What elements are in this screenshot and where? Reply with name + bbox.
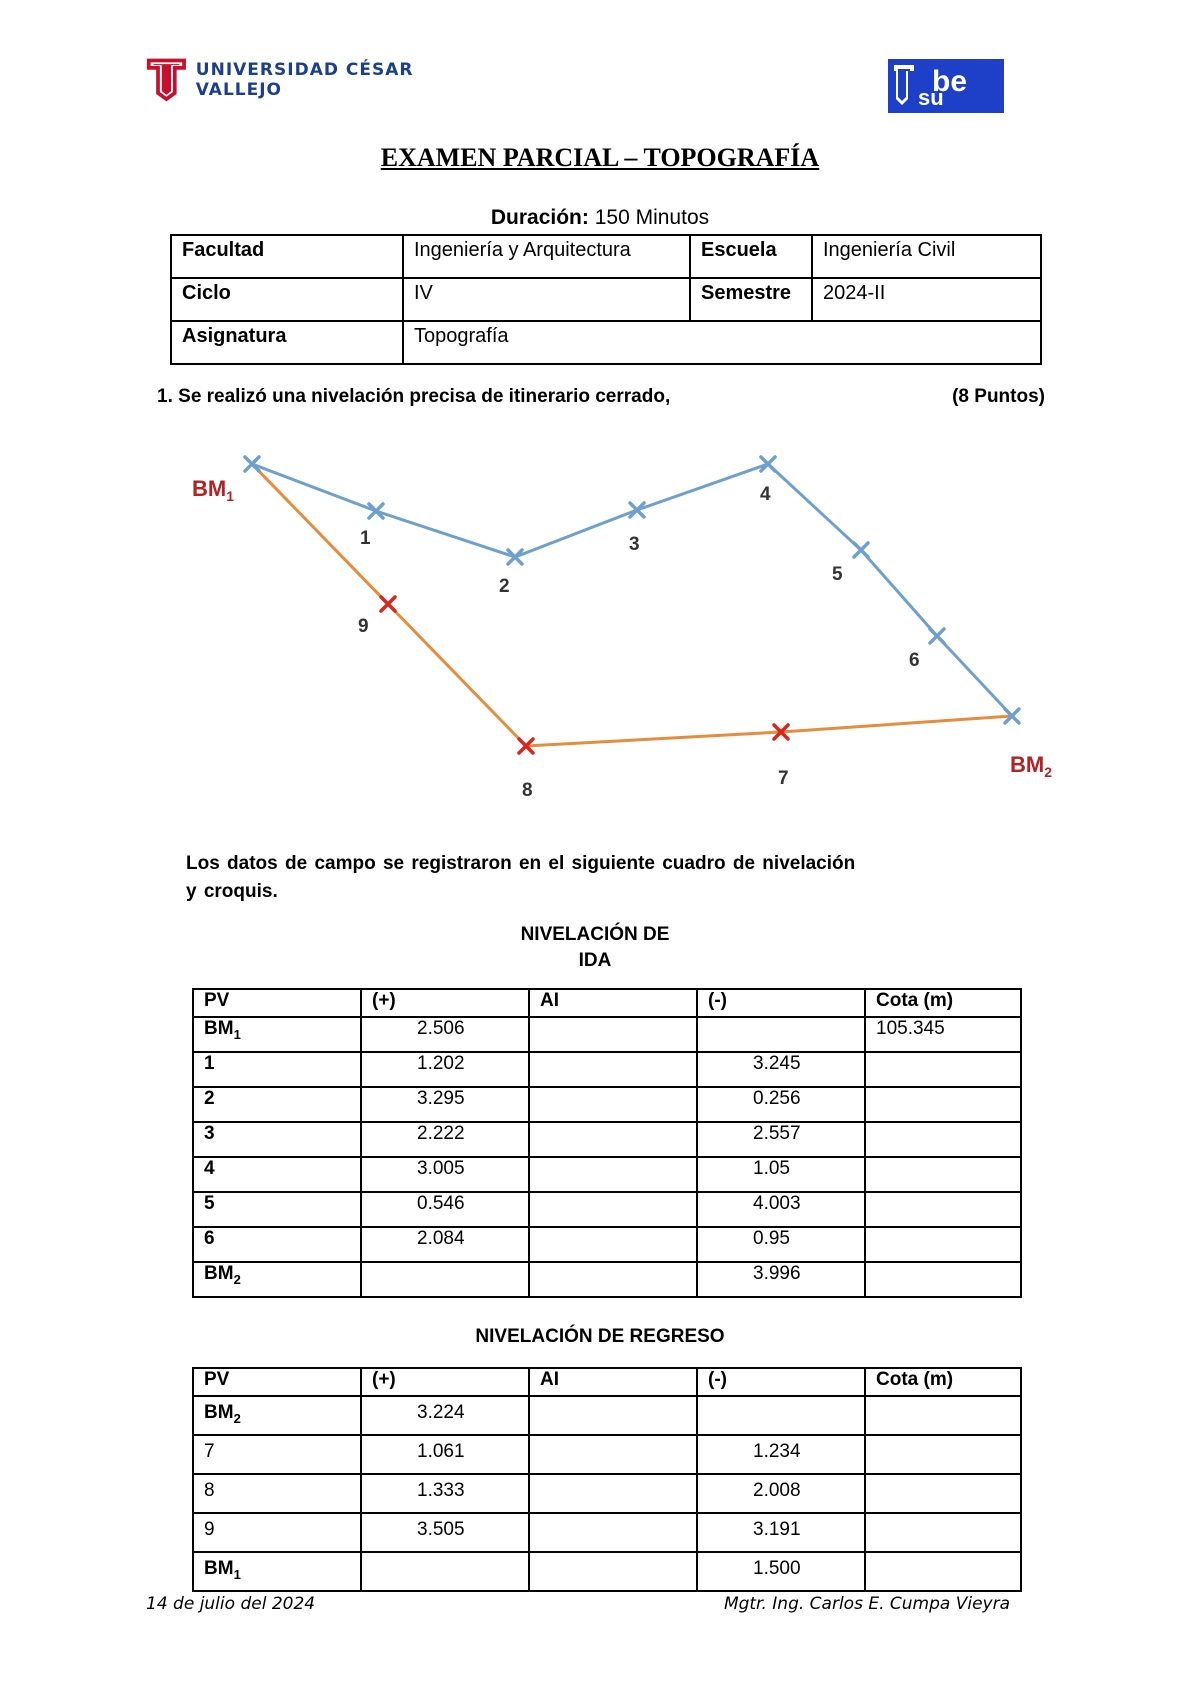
table-row	[193, 1227, 1021, 1262]
sube-big-text: be	[932, 65, 968, 98]
point-9-label: 9	[358, 616, 369, 637]
field-text-line-2: y croquis.	[186, 881, 278, 902]
ciclo-value: IV	[403, 278, 690, 321]
plus-cell: 3.005	[361, 1157, 529, 1192]
point-1-label: 1	[360, 528, 371, 549]
point-5-label: 5	[832, 564, 843, 585]
duration	[0, 206, 1200, 230]
bm2-label: $BM_2$	[1010, 752, 1053, 780]
plus-cell: 1.202	[361, 1052, 529, 1087]
facultad-value: Ingeniería y Arquitectura	[403, 235, 690, 278]
footer-author: Mgtr. Ing. Carlos E. Cumpa Vieyra	[723, 1594, 1010, 1614]
point-2-label: 2	[499, 576, 510, 597]
question-points: (8 Puntos)	[952, 386, 1045, 407]
pv-cell: 4	[193, 1157, 361, 1192]
pv-cell: 8	[193, 1474, 361, 1513]
ai-cell	[529, 1552, 697, 1591]
col-minus: (-)	[697, 989, 865, 1017]
escuela-label: Escuela	[690, 235, 812, 278]
table-row	[193, 1513, 1021, 1552]
sube-small-text: su	[918, 85, 944, 110]
col-plus: (+)	[361, 989, 529, 1017]
table-row	[193, 1122, 1021, 1157]
col-cota: Cota (m)	[865, 1368, 1021, 1396]
duration-value: 150 Minutos	[594, 206, 710, 229]
plus-cell: 1.061	[361, 1435, 529, 1474]
pv-cell: 3	[193, 1122, 361, 1157]
ida-leveling-table	[192, 988, 1022, 1298]
col-pv: PV	[193, 1368, 361, 1396]
plus-cell: 2.084	[361, 1227, 529, 1262]
pv-cell: $BM_2$	[193, 1262, 361, 1297]
point-5-marker	[854, 543, 868, 557]
table-row	[193, 1052, 1021, 1087]
ai-cell	[529, 1513, 697, 1552]
minus-cell: 1.05	[697, 1157, 865, 1192]
ucv-shield-icon	[145, 55, 188, 105]
ai-cell	[529, 1435, 697, 1474]
field-data-paragraph	[186, 850, 996, 906]
ai-cell	[529, 1157, 697, 1192]
bm1-label: $BM_1$	[192, 476, 235, 504]
point-6-label: 6	[909, 650, 920, 671]
cota-cell	[865, 1227, 1021, 1262]
pv-cell: 2	[193, 1087, 361, 1122]
ai-cell	[529, 1474, 697, 1513]
point-2-marker	[508, 550, 522, 564]
leveling-circuit-diagram	[180, 440, 1080, 820]
minus-cell: 4.003	[697, 1192, 865, 1227]
table-row	[193, 1087, 1021, 1122]
point-9-marker	[381, 597, 395, 611]
ai-cell	[529, 1396, 697, 1435]
cota-cell	[865, 1513, 1021, 1552]
cota-cell	[865, 1052, 1021, 1087]
table-row	[193, 1474, 1021, 1513]
plus-cell	[361, 1552, 529, 1591]
ai-cell	[529, 1087, 697, 1122]
minus-cell: 1.500	[697, 1552, 865, 1591]
ai-cell	[529, 1262, 697, 1297]
ai-cell	[529, 1052, 697, 1087]
plus-cell	[361, 1262, 529, 1297]
table-row	[193, 1435, 1021, 1474]
point-6-marker	[930, 629, 944, 643]
plus-cell: 3.224	[361, 1396, 529, 1435]
pv-cell: 5	[193, 1192, 361, 1227]
ida-header-row	[193, 989, 1021, 1017]
plus-cell: 3.295	[361, 1087, 529, 1122]
minus-cell: 3.996	[697, 1262, 865, 1297]
regreso-header-row	[193, 1368, 1021, 1396]
point-3-marker	[630, 503, 644, 517]
ai-cell	[529, 1122, 697, 1157]
university-logo	[145, 54, 485, 106]
table-row	[193, 1552, 1021, 1591]
ai-cell	[529, 1192, 697, 1227]
question-number: 1.	[157, 386, 173, 407]
bm1-marker	[245, 457, 259, 471]
plus-cell: 2.222	[361, 1122, 529, 1157]
footer-date: 14 de julio del 2024	[146, 1594, 316, 1614]
field-text-line-1: Los datos de campo se registraron en el siguiente cuadro de nivelación	[186, 853, 856, 874]
col-ai: AI	[529, 989, 697, 1017]
point-1-marker	[369, 504, 383, 518]
cota-cell	[865, 1435, 1021, 1474]
table-row	[193, 1192, 1021, 1227]
cota-cell	[865, 1122, 1021, 1157]
col-pv: PV	[193, 989, 361, 1017]
table-row	[193, 1157, 1021, 1192]
point-8-label: 8	[522, 780, 533, 801]
point-4-label: 4	[760, 484, 771, 505]
table-row	[193, 1396, 1021, 1435]
pv-cell: $BM_2$	[193, 1396, 361, 1435]
semestre-value: 2024-II	[812, 278, 1041, 321]
col-plus: (+)	[361, 1368, 529, 1396]
cota-cell: 105.345	[865, 1017, 1021, 1052]
minus-cell: 2.008	[697, 1474, 865, 1513]
minus-cell: 2.557	[697, 1122, 865, 1157]
plus-cell: 0.546	[361, 1192, 529, 1227]
col-cota: Cota (m)	[865, 989, 1021, 1017]
facultad-label: Facultad	[171, 235, 403, 278]
asignatura-label: Asignatura	[171, 321, 403, 364]
ciclo-label: Ciclo	[171, 278, 403, 321]
cota-cell	[865, 1396, 1021, 1435]
ai-cell	[529, 1017, 697, 1052]
question-text: Se realizó una nivelación precisa de itinerario cerrado,	[178, 386, 671, 407]
minus-cell: 1.234	[697, 1435, 865, 1474]
duration-label: Duración:	[490, 206, 589, 229]
cota-cell	[865, 1192, 1021, 1227]
cota-cell	[865, 1262, 1021, 1297]
minus-cell	[697, 1396, 865, 1435]
ai-cell	[529, 1227, 697, 1262]
minus-cell: 0.256	[697, 1087, 865, 1122]
table-row	[193, 1017, 1021, 1052]
cota-cell	[865, 1087, 1021, 1122]
ida-route	[252, 464, 1012, 716]
course-info-table	[170, 234, 1042, 365]
regreso-section-title: NIVELACIÓN DE REGRESO	[475, 1326, 725, 1347]
col-minus: (-)	[697, 1368, 865, 1396]
university-name: UNIVERSIDAD CÉSAR VALLEJO	[195, 60, 414, 100]
point-4-marker	[761, 457, 775, 471]
minus-cell: 0.95	[697, 1227, 865, 1262]
cota-cell	[865, 1552, 1021, 1591]
semestre-label: Semestre	[690, 278, 812, 321]
ida-section-title: NIVELACIÓN DE IDA	[520, 924, 670, 971]
table-row	[193, 1262, 1021, 1297]
plus-cell: 2.506	[361, 1017, 529, 1052]
col-ai: AI	[529, 1368, 697, 1396]
minus-cell: 3.245	[697, 1052, 865, 1087]
point-3-label: 3	[629, 534, 640, 555]
escuela-value: Ingeniería Civil	[812, 235, 1041, 278]
minus-cell	[697, 1017, 865, 1052]
pv-cell: $BM_1$	[193, 1552, 361, 1591]
cota-cell	[865, 1157, 1021, 1192]
minus-cell: 3.191	[697, 1513, 865, 1552]
sube-logo	[888, 59, 1004, 113]
point-7-label: 7	[778, 768, 789, 789]
pv-cell: 9	[193, 1513, 361, 1552]
cota-cell	[865, 1474, 1021, 1513]
question-1	[157, 386, 1045, 408]
pv-cell: 6	[193, 1227, 361, 1262]
plus-cell: 3.505	[361, 1513, 529, 1552]
pv-cell: 1	[193, 1052, 361, 1087]
pv-cell: $BM_1$	[193, 1017, 361, 1052]
asignatura-value: Topografía	[403, 321, 1041, 364]
plus-cell: 1.333	[361, 1474, 529, 1513]
regreso-leveling-table	[192, 1367, 1022, 1592]
exam-title: EXAMEN PARCIAL – TOPOGRAFÍA	[380, 143, 820, 172]
pv-cell: 7	[193, 1435, 361, 1474]
